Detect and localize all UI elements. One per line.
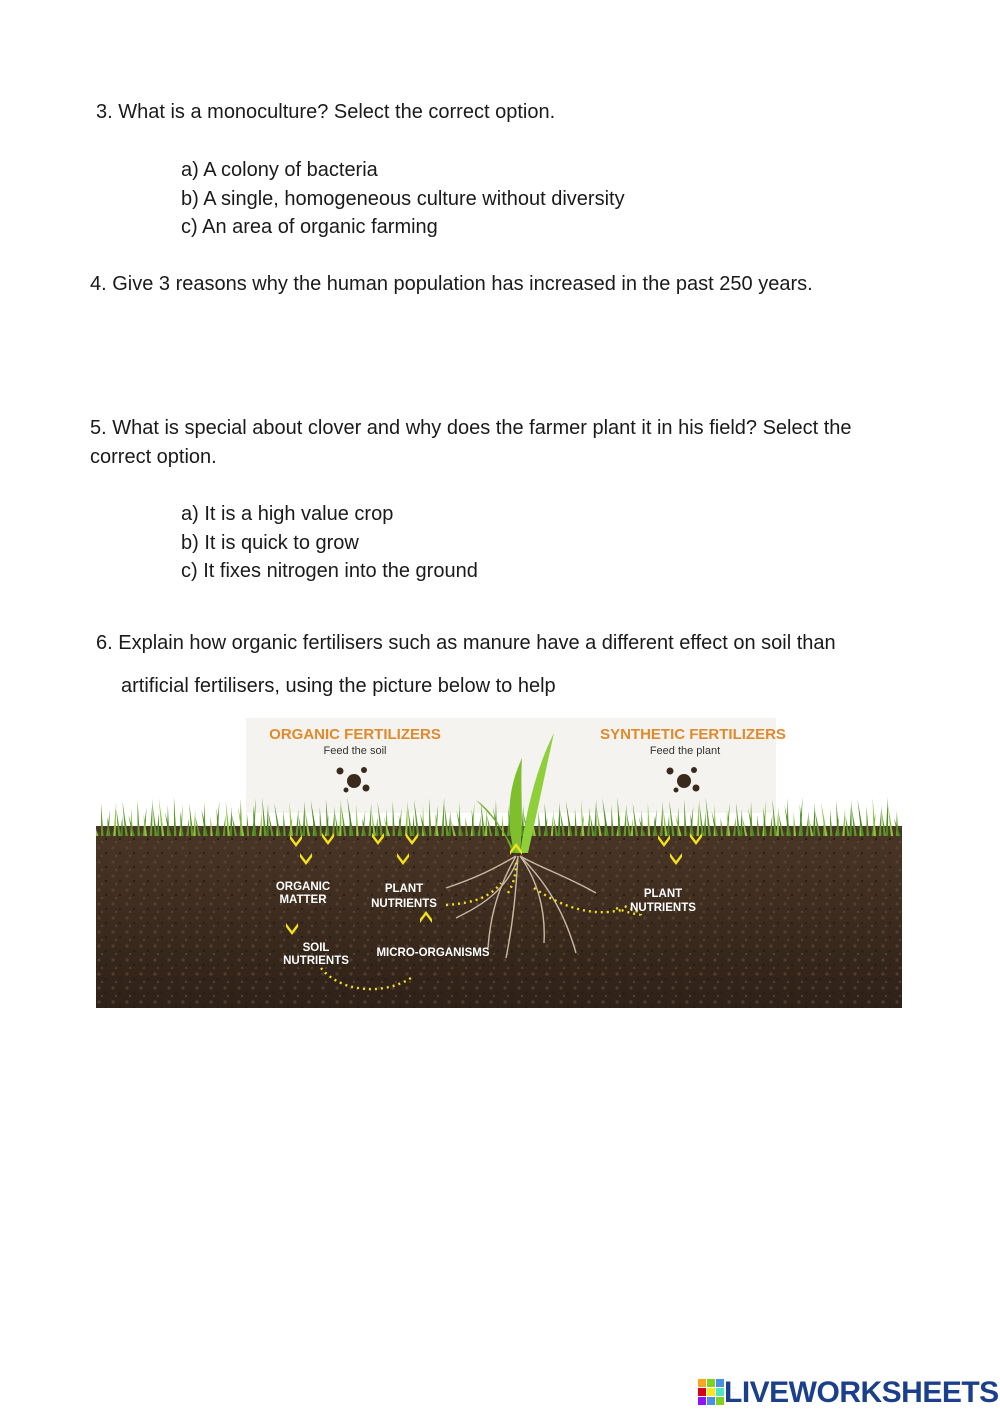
synthetic-subtitle: Feed the plant (649, 745, 721, 757)
brand-name: LIVEWORKSHEETS (724, 1376, 999, 1409)
grass-blade (230, 807, 233, 836)
q3-option-a[interactable]: a) A colony of bacteria (181, 159, 378, 181)
question-5-options (181, 500, 478, 586)
q5-option-c[interactable]: c) It fixes nitrogen into the ground (181, 560, 478, 582)
grass-blade (193, 810, 196, 836)
grass-blade (813, 803, 816, 836)
logo-blocks-icon (698, 1379, 724, 1407)
q3-option-b[interactable]: b) A single, homogeneous culture without diversity (181, 187, 625, 210)
grass-blade (776, 806, 779, 836)
q5-option-a[interactable]: a) It is a high value crop (181, 503, 394, 525)
question-5-line-1: 5. What is special about clover and why does the farmer plant it in his field? Select the (90, 417, 852, 439)
grass-blade (849, 800, 852, 836)
question-3: 3. What is a monoculture? Select the correct option. (96, 101, 556, 123)
question-3-options (181, 156, 625, 242)
grass-blade (867, 806, 870, 836)
label-plant-nutrients-right-1: PLANT (643, 888, 683, 900)
grass-blade (740, 809, 743, 836)
question-6-line-1: 6. Explain how organic fertilisers such as manure have a different effect on soil than (96, 632, 836, 654)
question-4: 4. Give 3 reasons why the human population has increased in the past 250 years. (90, 273, 813, 295)
q3-option-c[interactable]: c) An area of organic farming (181, 216, 438, 238)
soil-texture (96, 826, 902, 1008)
liveworksheets-logo (698, 1378, 999, 1408)
grass-blade (806, 811, 809, 836)
organic-subtitle: Feed the soil (323, 745, 387, 757)
q5-option-b[interactable]: b) It is quick to grow (181, 531, 359, 554)
grass-blade (157, 813, 160, 836)
grass-blade (794, 812, 797, 836)
grass-blade (879, 805, 882, 836)
grass-blade (769, 814, 772, 836)
organic-title: ORGANIC FERTILIZERS (269, 726, 441, 743)
grass-blade (259, 812, 262, 836)
grass-blade (830, 809, 833, 836)
grass-blade (174, 797, 177, 836)
label-micro-organisms: MICRO-ORGANISMS (376, 947, 490, 959)
grass-blade (448, 811, 451, 836)
label-soil-nutrients-1: SOIL (302, 942, 330, 954)
grass-blade (667, 815, 670, 836)
fertilizer-diagram (96, 718, 902, 1008)
grass-blade (283, 810, 286, 836)
grass-blade (886, 797, 889, 836)
grass-blade (295, 809, 298, 836)
grass-blade (842, 808, 845, 836)
grass-blade (704, 812, 707, 836)
label-plant-nutrients-left-1: PLANT (384, 883, 424, 895)
grass-blade (412, 814, 415, 836)
label-soil-nutrients-2: NUTRIENTS (283, 955, 349, 967)
question-5 (90, 414, 852, 472)
label-plant-nutrients-left-2: NUTRIENTS (371, 898, 437, 910)
question-6-line-2: artificial fertilisers, using the picture below to help (121, 675, 556, 697)
label-organic-matter-1: ORGANIC (275, 881, 331, 893)
synthetic-title: SYNTHETIC FERTILIZERS (600, 726, 786, 743)
grass-blade (538, 811, 541, 836)
question-5-line-2: correct option. (90, 446, 217, 468)
label-organic-matter-2: MATTER (279, 894, 327, 906)
label-plant-nutrients-right-2: NUTRIENTS (630, 902, 696, 914)
